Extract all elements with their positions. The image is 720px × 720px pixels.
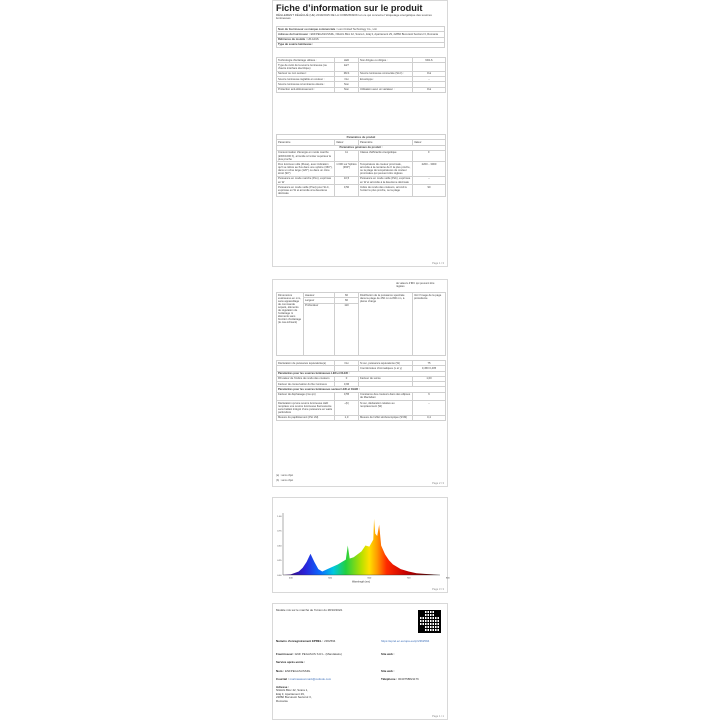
param-value: 0,4 xyxy=(413,415,446,420)
y-tick-label: 0.25 xyxy=(277,560,282,563)
param-name: Facteur de déphasage (cos φ1) xyxy=(277,392,335,400)
param-value: 0,50 xyxy=(335,185,359,196)
eprel-link[interactable]: https://eprel.ec.europa.eu/qr/2362594 xyxy=(381,639,430,643)
param-name: Puissance en mode veille (Psb), exprimée en W et arrondie à la deuxième décimale xyxy=(359,176,413,184)
param-name: Utilisation avec un variateur : xyxy=(359,87,413,92)
param-value: – xyxy=(413,401,446,416)
param-name: Consommation d’énergie en mode marche (kWh/1000 h), arrondie à l’entier supérieur le plus proche xyxy=(277,150,335,161)
table-row xyxy=(277,392,446,400)
param-name: R9 valeur de l’indice de rendu des couleurs xyxy=(277,376,335,381)
address-block: NIHAIL Bloc 42, Scara 1, Etaj 3, Apartament 29, 22882 Bucuresti Sectorul 3, Romania xyxy=(276,688,312,703)
param-name: Facteur de survie xyxy=(359,376,413,381)
param-value: –(b) xyxy=(335,401,359,416)
email-link[interactable]: marinasaxonmark@outlook.com xyxy=(289,677,332,681)
param-name: Constance des couleurs dans des ellipses de MacAdam xyxy=(359,392,413,400)
param-name: Puissance en mode marche (Pon), exprimée en W xyxy=(277,176,335,184)
param-value: E27 xyxy=(335,63,359,71)
param-value: MLS xyxy=(335,71,359,76)
dim-value: 110 xyxy=(335,303,359,355)
param-value: 1,00 xyxy=(413,376,446,381)
table-row xyxy=(277,176,446,184)
spectrum-chart xyxy=(273,501,450,585)
col-header: Paramètre xyxy=(277,140,335,145)
regulation-text: RÈGLEMENT DÉLÉGUÉ (UE) 2019/2015 DE LA COMMISSION en ce qui concerne l’étiquetage énergétique des sources lumineuses xyxy=(276,13,432,21)
param-name: Non dirigée ou dirigée : xyxy=(359,58,413,63)
x-axis-label: Wavelength (nm) xyxy=(351,580,371,584)
param-name: Mesure de l’effet stroboscopique (SVM) xyxy=(359,415,413,420)
page-title: Fiche d’information sur le produit xyxy=(276,3,423,13)
section-header: Paramètres pour les sources lumineuses secteur LED et OLED : xyxy=(277,387,446,392)
page-number: Page 2 / 3 xyxy=(432,482,444,485)
param-name: Facteur de conservation du flux lumineux xyxy=(277,382,335,387)
param-name: Protection anti-éblouissement : xyxy=(277,87,335,92)
website-label: Site web : xyxy=(381,652,395,656)
param-value: 10,5 xyxy=(335,176,359,184)
dimensions-table xyxy=(276,292,446,356)
param-value: 11 xyxy=(335,150,359,161)
supplier-row: Fournisseur : ENF PEGASUS S.R.L. (Mandataire) xyxy=(276,652,342,656)
page-1 xyxy=(272,0,448,267)
dim-name: Hauteur xyxy=(304,293,335,298)
page-4 xyxy=(272,603,448,720)
param-value: Oui xyxy=(335,361,359,366)
col-header: Valeur xyxy=(413,140,446,145)
y-tick-label: 0.00 xyxy=(277,574,282,577)
param-value: 6 xyxy=(413,392,446,400)
param-value: F xyxy=(413,150,446,161)
param-name: Si oui, déclaration relative au remplacement (W) xyxy=(359,401,413,416)
param-name: Type de culot de la source lumineuse (ou d’autre interface électrique) xyxy=(277,63,335,71)
param-value: – xyxy=(413,176,446,184)
source-type-table xyxy=(276,57,446,93)
param-value: Oui xyxy=(413,71,446,76)
param-value: 2200…3000 xyxy=(413,162,446,177)
param-name: Déclaration de puissance équivalente(a) xyxy=(277,361,335,366)
table-row xyxy=(277,415,446,420)
param-value: NDLS xyxy=(413,58,446,63)
param-value: 1,0 xyxy=(335,415,359,420)
table-row xyxy=(277,401,446,416)
param-name: Source lumineuse à luminance élevée : xyxy=(277,82,335,87)
param-name: Déclaration qu’une source lumineuse LED remplace une source lumineuse fluorescente sans ballast intégré d’une puissance en watts particulière xyxy=(277,401,335,416)
general-params-table xyxy=(276,134,446,197)
dim-name: Profondeur xyxy=(304,303,335,355)
param-name: Source lumineuse réglable en couleur : xyxy=(277,76,335,81)
market-intro: Modèle mis sur le marché de l’Union du 28/10/2024. xyxy=(276,608,343,612)
after-sales-label: Service après-vente : xyxy=(276,660,306,664)
param-value: Oui xyxy=(335,76,359,81)
dimensions-label: Dimensions extérieures en mm, sans appareillage de commande séparé, éléments de régulation de l’éclairage ni éléments sans fonction d’éclairage (le cas échéant) xyxy=(277,293,304,356)
param-name: Secteur ou non secteur : xyxy=(277,71,335,76)
param-value: Oui xyxy=(413,87,446,92)
website-label-2: Site web : xyxy=(381,669,395,673)
x-tick-label: 400 xyxy=(289,577,293,580)
param-name: Technologie d’éclairage utilisée : xyxy=(277,58,335,63)
general-params-header: Paramètres généraux du produit : xyxy=(277,145,446,150)
x-tick-label: 600 xyxy=(367,577,372,580)
param-value: 1 000 sur Sphère (360°) xyxy=(335,162,359,177)
param-name: Mesure du papillotement (Pst LM) xyxy=(277,415,335,420)
page-number: Page 1 / 1 xyxy=(432,715,444,718)
col-header: Valeur xyxy=(335,140,359,145)
contact-name-row: Nom : ENFPEGASUSSRL xyxy=(276,669,311,673)
section-header: Paramètres pour les sources lumineuses LED et OLED : xyxy=(277,371,446,376)
param-name: Source lumineuse connectée (SLC) : xyxy=(359,71,413,76)
y-tick-label: 0.50 xyxy=(277,545,282,548)
param-name: Classe d’efficacité énergétique xyxy=(359,150,413,161)
x-tick-label: 700 xyxy=(406,577,411,580)
param-value: 0,55 xyxy=(335,392,359,400)
model-ref-row: Référence du modèle : LB-G01S xyxy=(277,37,445,42)
param-name xyxy=(359,63,413,71)
page-2 xyxy=(272,279,448,487)
param-value: 75 xyxy=(413,361,446,366)
email-row: Courriel : marinasaxonmark@outlook.com xyxy=(276,677,332,681)
spd-label: Distribution de la puissance spectrale dans la plage de 250 nm à 800 nm, à pleine charge xyxy=(359,293,413,356)
param-name: Indice de rendu des couleurs, arrondi à l’entier le plus proche, ou la plage xyxy=(359,185,413,196)
page-number: Page 3 / 3 xyxy=(432,588,444,591)
param-value: 90 xyxy=(413,185,446,196)
page-number: Page 1 / 3 xyxy=(432,262,444,265)
led-params-table xyxy=(276,360,446,421)
param-value: 0 xyxy=(335,376,359,381)
table-row xyxy=(277,150,446,161)
param-value: Non xyxy=(335,87,359,92)
param-name: Si oui, puissance équivalente (W) xyxy=(359,361,413,366)
cri-note: de valeurs d’IRC qui peuvent être réglées xyxy=(396,282,435,288)
supplier-address-row: Adresse du fournisseur : ENFPEGASUSSRL, NIHAIL Bloc 42, Scara 1, Etaj 3, Apartament 29, 22882 Bucuresti Sectorul 3, Romania xyxy=(277,32,445,37)
param-value: 0,96 xyxy=(335,382,359,387)
param-value xyxy=(413,63,446,71)
table-row xyxy=(277,87,446,92)
footnote-a: (a) : sans objet xyxy=(276,474,294,477)
param-name: Enveloppe : xyxy=(359,76,413,81)
param-value: – xyxy=(413,76,446,81)
dim-value: 60 xyxy=(335,298,359,303)
phone-row: Téléphone : 0040758821176 xyxy=(381,677,419,681)
supplier-name-row: Nom du fournisseur ou marque commerciale : Lumi United Technology Co., Ltd. xyxy=(277,27,445,32)
param-name: Puissance en mode veille (Pnet) pour SLC, exprimée en W et arrondie à la deuxième décimale xyxy=(277,185,335,196)
supplier-table xyxy=(276,26,445,48)
qr-code-icon xyxy=(419,611,440,632)
x-tick-label: 800 xyxy=(446,577,450,580)
eprel-row: Numéro d’enregistrement EPREL : 2362594 xyxy=(276,639,336,643)
table-row xyxy=(277,63,446,71)
param-name: Coordonnées chromatiques (x et y) xyxy=(359,366,413,371)
product-params-header: Paramètres du produit xyxy=(277,135,446,140)
param-name: Flux lumineux utile (Φuse), avec indication qu’il se réfère au flux dans une sphère (360°), dans un cône large (120°) ou dans un cône étroit (90°) xyxy=(277,162,335,177)
table-row xyxy=(277,162,446,177)
page-3 xyxy=(272,497,448,593)
address-label: Adresse : xyxy=(276,685,290,689)
y-tick-label: 0.75 xyxy=(277,530,282,533)
x-tick-label: 500 xyxy=(328,577,332,580)
param-value: LED xyxy=(335,58,359,63)
y-tick-label: 1.00 xyxy=(277,515,282,518)
param-name: Température de couleur proximale, arrondie à la centaine de K la plus proche, ou la plage de températures de couleur proximales qui peuvent être réglées xyxy=(359,162,413,177)
source-type-header: Type de source lumineuse : xyxy=(277,42,445,47)
dim-value: 60 xyxy=(335,293,359,298)
footnote-b: (b) : sans objet xyxy=(276,479,294,482)
col-header: Paramètre xyxy=(359,140,413,145)
spd-value: Voir l’image de la page précédente xyxy=(413,293,446,356)
param-value: Non xyxy=(335,82,359,87)
dim-name: Largeur xyxy=(304,298,335,303)
table-row xyxy=(277,185,446,196)
param-value: 0,450 0,405 xyxy=(413,366,446,371)
